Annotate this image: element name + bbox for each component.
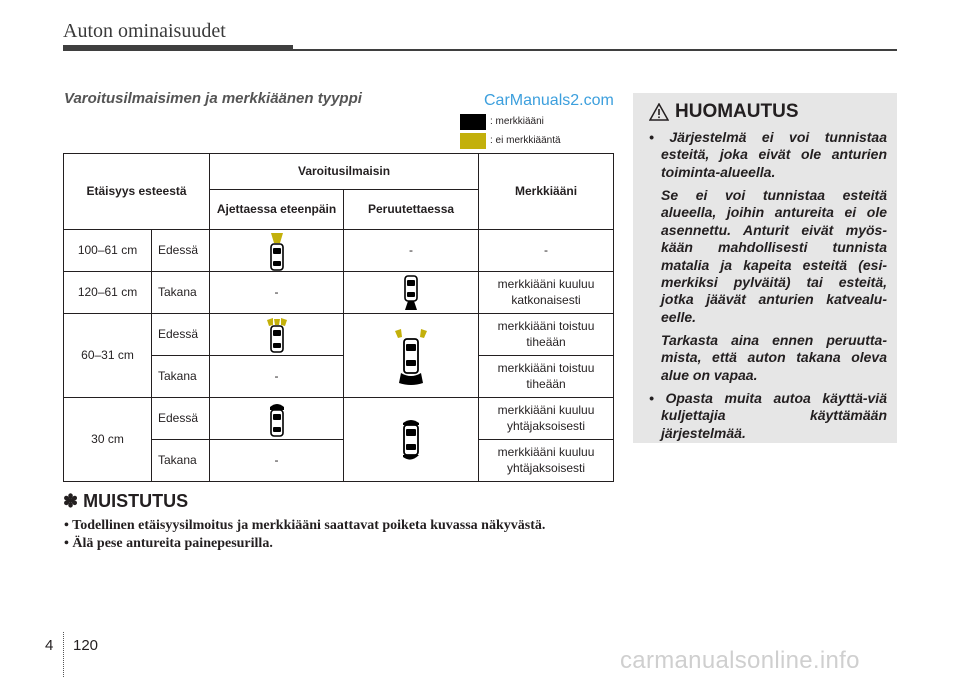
cell-distance: 60–31 cm	[64, 314, 152, 398]
notice-paragraph: • Järjestelmä ei voi tunnistaa esteitä, joka eivät ole anturien toiminta-alueella.	[649, 129, 887, 180]
warning-triangle-icon	[649, 103, 669, 121]
footer-page-number: 120	[73, 637, 99, 654]
legend-label: : merkkiääni	[490, 116, 544, 127]
car-front-yellow-icon	[268, 231, 286, 271]
header-distance: Etäisyys esteestä	[64, 154, 210, 230]
footer-divider	[63, 632, 64, 677]
cell-forward-icon	[210, 230, 344, 272]
header-bar	[63, 45, 293, 51]
legend	[460, 112, 561, 150]
cell-reverse-icon	[344, 314, 479, 398]
cell-direction: Takana	[152, 440, 210, 482]
cell-sound: merkkiääni kuuluu katkonaisesti	[479, 272, 614, 314]
header-reverse: Peruutettaessa	[344, 190, 479, 230]
notice-title: HUOMAUTUS	[675, 101, 799, 122]
memo-title: ✽ MUISTUTUS	[63, 491, 189, 511]
sensor-table	[63, 153, 614, 482]
header-forward: Ajettaessa eteenpäin	[210, 190, 344, 230]
header-sound: Merkkiääni	[479, 154, 614, 230]
cell-forward-icon	[210, 398, 344, 440]
header-rule	[293, 49, 897, 51]
footer-chapter: 4	[45, 637, 54, 654]
cell-forward: -	[210, 272, 344, 314]
section-title: Varoitusilmaisimen ja merkkiäänen tyyppi	[64, 90, 362, 107]
legend-item-no-beep	[460, 131, 561, 150]
cell-direction: Edessä	[152, 314, 210, 356]
car-full-black-icon	[399, 417, 423, 463]
cell-sound: -	[479, 230, 614, 272]
header-indicator: Varoitusilmaisin	[210, 154, 479, 190]
notice-header	[649, 101, 887, 123]
car-rear-black-icon	[402, 275, 420, 311]
footer-watermark: carmanualsonline.info	[620, 647, 860, 674]
cell-distance: 30 cm	[64, 398, 152, 482]
cell-reverse: -	[344, 230, 479, 272]
car-front-corners-yellow-icon	[262, 317, 292, 353]
cell-forward: -	[210, 440, 344, 482]
cell-sound: merkkiääni kuuluu yhtäjaksoisesti	[479, 440, 614, 482]
notice-paragraph: Tarkasta aina ennen peruutta-mista, että auton takana oleva alue on vapaa.	[661, 331, 887, 383]
cell-reverse-icon	[344, 398, 479, 482]
legend-swatch-black	[460, 114, 486, 130]
memo-line: • Todellinen etäisyysilmoitus ja merkkiääni saattavat poiketa kuvassa näkyvästä.	[64, 518, 546, 533]
notice-paragraph: Se ei voi tunnistaa esteitä alueella, joihin antureita ei ole asennettu. Anturit eivät myös-kään mahdollisesti tunnista matalia ja kapeita esteitä (esi-merkiksi pylväitä) tai esteitä, jotka jäävät anturien katvealu-eelle.	[661, 187, 887, 325]
cell-sound: merkkiääni toistuu tiheään	[479, 314, 614, 356]
cell-direction: Takana	[152, 356, 210, 398]
cell-direction: Takana	[152, 272, 210, 314]
cell-direction: Edessä	[152, 230, 210, 272]
car-front-black-icon	[267, 401, 287, 437]
cell-distance: 120–61 cm	[64, 272, 152, 314]
legend-swatch-yellow	[460, 133, 486, 149]
cell-forward-icon	[210, 314, 344, 356]
cell-reverse-icon	[344, 272, 479, 314]
legend-item-beep	[460, 112, 561, 131]
watermark-text: CarManuals2.com	[484, 92, 614, 109]
notice-paragraph: • Opasta muita autoa käyttä-viä kuljettajia käyttämään järjestelmää.	[649, 390, 887, 441]
header-title: Auton ominaisuudet	[63, 20, 226, 42]
memo-line: • Älä pese antureita painepesurilla.	[64, 536, 273, 551]
cell-sound: merkkiääni toistuu tiheään	[479, 356, 614, 398]
cell-distance: 100–61 cm	[64, 230, 152, 272]
car-rear-corners-icon	[393, 327, 429, 385]
cell-direction: Edessä	[152, 398, 210, 440]
cell-forward: -	[210, 356, 344, 398]
cell-sound: merkkiääni kuuluu yhtäjaksoisesti	[479, 398, 614, 440]
notice-box	[633, 93, 897, 443]
legend-label: : ei merkkiääntä	[490, 135, 561, 146]
